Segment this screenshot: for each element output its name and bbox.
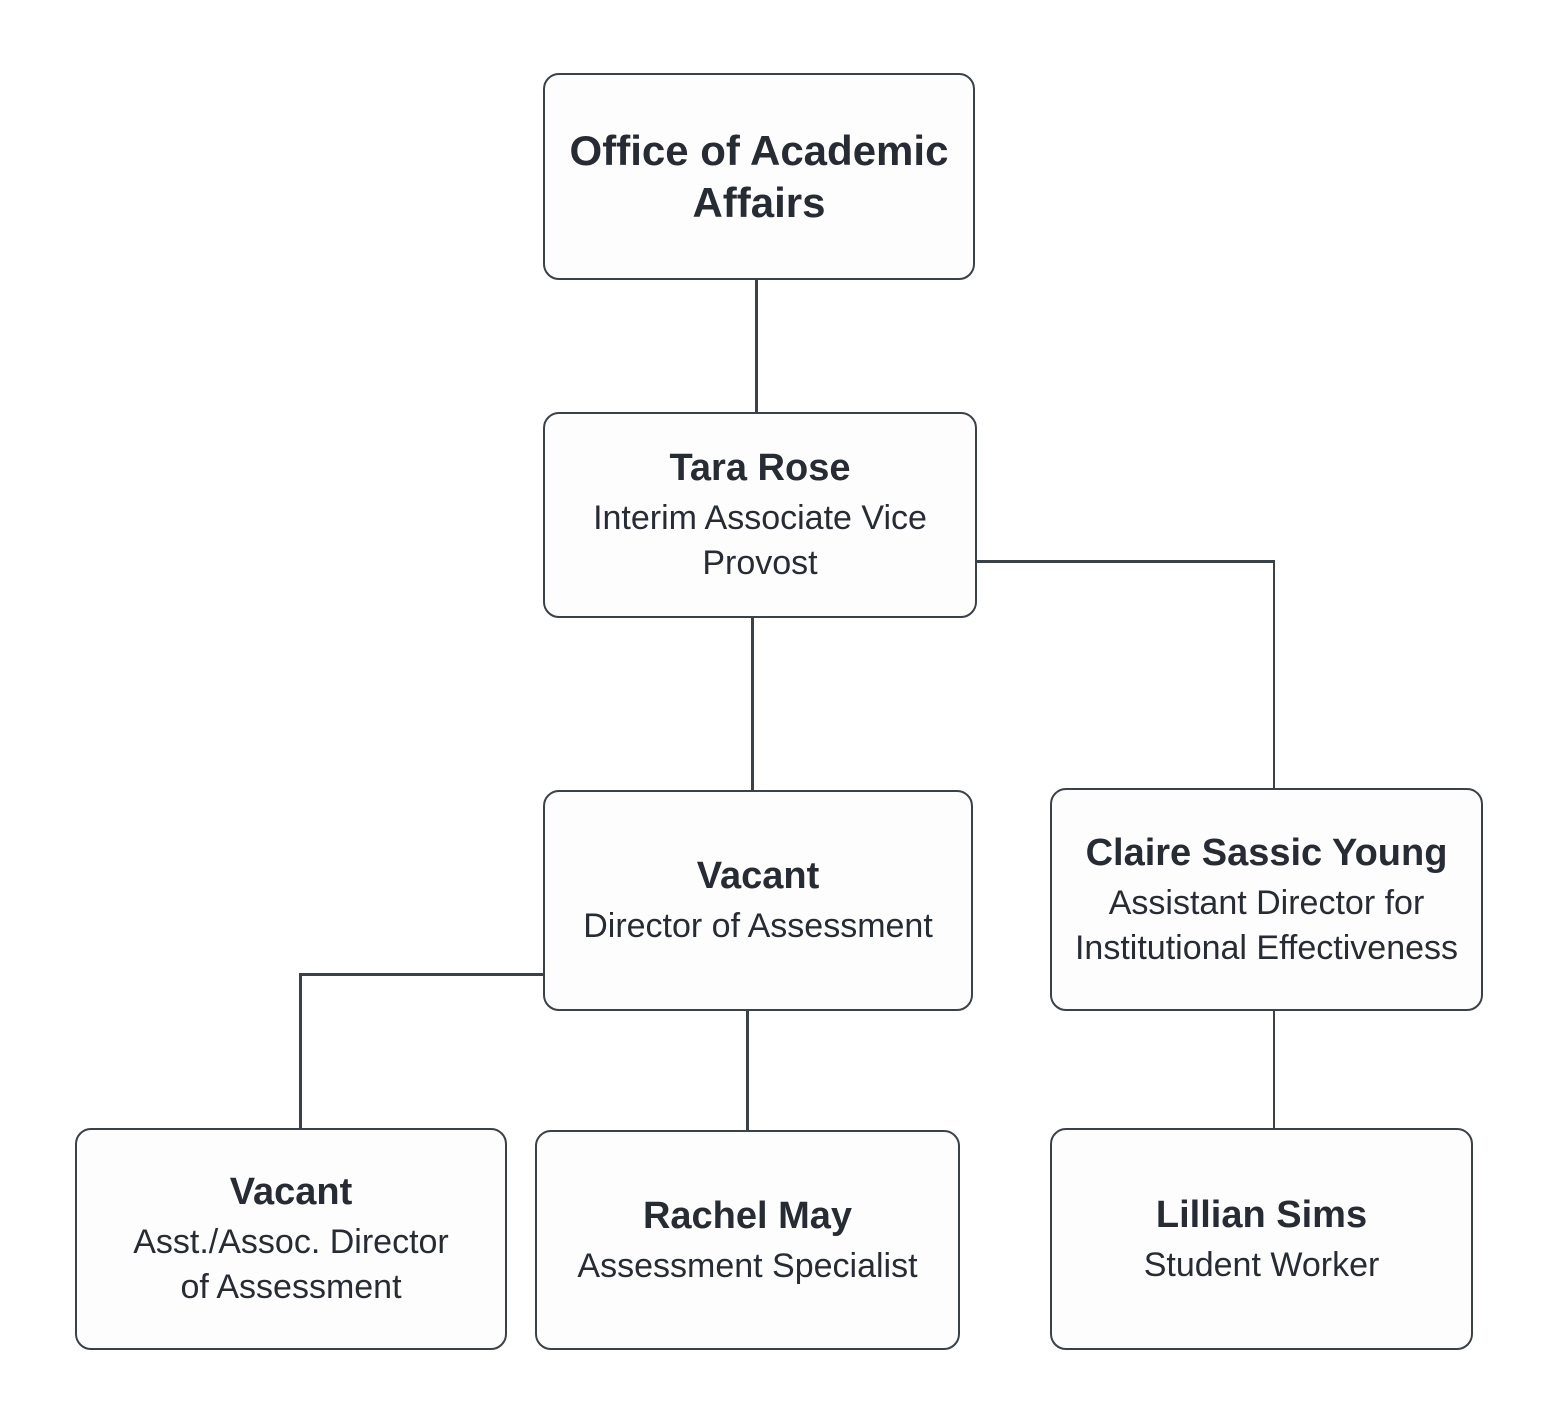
node-lillian-sims [1050, 1128, 1473, 1350]
connector-director-to-asst-horizontal [299, 973, 545, 976]
node-title: Student Worker [1143, 1245, 1380, 1284]
node-name: Tara Rose [669, 447, 851, 489]
node-title: Director of Assessment [583, 907, 933, 945]
node-name: Vacant [696, 855, 820, 897]
connector-tara-rose-to-claire-horizontal [975, 560, 1275, 563]
node-title: Interim Associate Vice Provost [593, 499, 927, 582]
node-name: Vacant [229, 1171, 353, 1213]
connector-office-to-tara-rose [755, 279, 758, 414]
node-name: Rachel May [642, 1194, 853, 1237]
connector-claire-to-lillian-sims [1273, 1009, 1276, 1130]
node-claire-sassic-young [1050, 788, 1483, 1011]
node-director-of-assessment-vacant [543, 790, 973, 1011]
node-title: Assessment Specialist [577, 1246, 918, 1285]
node-tara-rose [543, 412, 977, 618]
node-asst-assoc-director-vacant [75, 1128, 507, 1350]
node-office-of-academic-affairs [543, 73, 975, 280]
node-rachel-may [535, 1130, 960, 1350]
node-name: Office of Academic Affairs [569, 126, 949, 226]
node-name: Claire Sassic Young [1085, 831, 1448, 874]
connector-director-to-rachel-may [746, 1009, 749, 1132]
connector-tara-rose-to-director [751, 616, 754, 792]
node-name: Lillian Sims [1155, 1193, 1368, 1236]
node-title: Asst./Assoc. Director of Assessment [133, 1223, 449, 1306]
connector-director-to-asst-vertical [299, 973, 302, 1130]
node-title: Assistant Director for Institutional Effectiveness [1074, 883, 1459, 967]
connector-tara-rose-to-claire-vertical [1273, 560, 1276, 790]
